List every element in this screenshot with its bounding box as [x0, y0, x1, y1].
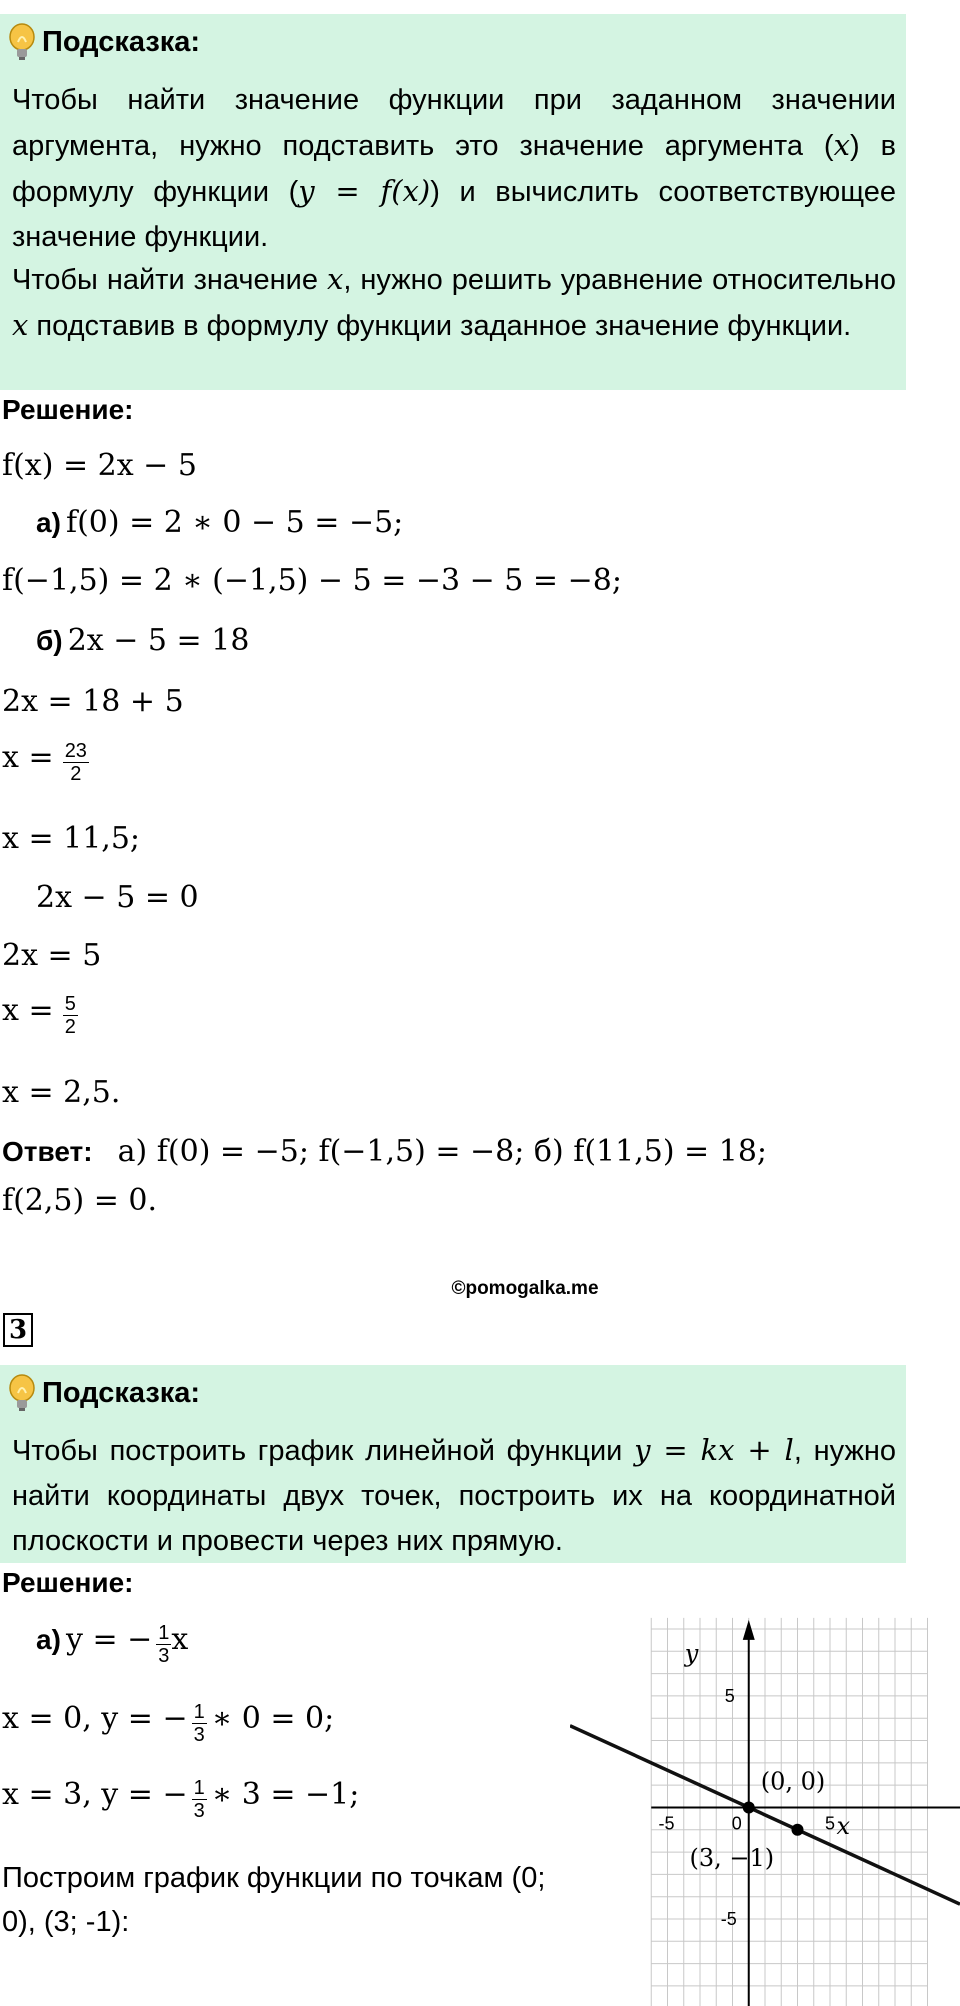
point-label: (0, 0) — [760, 1767, 826, 1796]
hint-header — [8, 22, 200, 62]
data-point — [743, 1801, 755, 1813]
answer-line: Ответ: а) f(0) = −5; f(−1,5) = −8; б) f(11,5) = 18; — [2, 1134, 768, 1169]
lightbulb-icon — [8, 22, 36, 62]
x-tick-label: 0 — [731, 1813, 742, 1834]
task-number: 3 — [3, 1313, 33, 1347]
math-line: 2x = 18 + 5 — [2, 684, 184, 719]
math-line: 2x = 5 — [2, 938, 102, 973]
answer-line-2: f(2,5) = 0. — [2, 1183, 158, 1218]
math-line-b: б) 2x − 5 = 18 — [36, 623, 250, 658]
math-line: f(−1,5) = 2 ∗ (−1,5) − 5 = −3 − 5 = −8; — [2, 563, 622, 598]
hint-header — [8, 1373, 200, 1413]
math-line: x = 2,5. — [2, 1075, 121, 1110]
copyright: ©pomogalka.me — [451, 1278, 599, 1299]
fraction: $\frac{23}{2}$ — [64, 740, 87, 785]
function-graph — [570, 1600, 960, 2006]
hint-title: Подсказка: — [42, 1376, 201, 1409]
x-tick-label: 5 — [825, 1813, 836, 1834]
hint-paragraph-1: Чтобы найти значение функции при заданном значении аргумента, нужно подставить это значение аргумента (x) в формулу функции (y = f(x)) и вычислить соответствующее значение функции. — [12, 84, 897, 253]
solution-label: Решение: — [2, 1567, 134, 1598]
fraction: $\frac{1}{3}$ — [193, 1777, 205, 1822]
math-line-fraction: x = $\frac{5}{2}$ — [2, 993, 76, 1038]
data-point — [792, 1824, 804, 1836]
hint-paragraph-2: Чтобы найти значение x, нужно решить уравнение относительно x подставив в формулу функции заданное значение функции. — [12, 262, 896, 342]
answer-label: Ответ: — [2, 1136, 93, 1167]
y-tick-label: -5 — [720, 1909, 737, 1929]
x-axis-label: x — [836, 1811, 851, 1840]
solution-label: Решение: — [2, 394, 134, 425]
math-line-a: а) f(0) = 2 ∗ 0 − 5 = −5; — [36, 505, 404, 540]
fraction: $\frac{5}{2}$ — [64, 993, 76, 1038]
math-line-fraction: x = $\frac{23}{2}$ — [2, 740, 87, 785]
hint-paragraph: Чтобы построить график линейной функции y = kx + l, нужно найти координаты двух точек, построить их на координатной плоскости и провести через них прямую. — [12, 1433, 896, 1557]
math-line: x = 11,5; — [2, 821, 141, 856]
lightbulb-icon — [8, 1373, 36, 1413]
y-axis-label: y — [684, 1639, 699, 1668]
x-tick-label: -5 — [658, 1813, 675, 1834]
math-line-fraction: x = 3, y = − $\frac{1}{3}$ ∗ 3 = −1; — [2, 1777, 360, 1822]
point-label: (3, −1) — [689, 1843, 775, 1872]
y-axis-arrow — [743, 1620, 755, 1640]
hint-box-1 — [0, 14, 906, 390]
math-line-a: а) y = − $\frac{1}{3}$ x — [36, 1622, 189, 1667]
fraction: $\frac{1}{3}$ — [158, 1622, 170, 1667]
math-line: f(x) = 2x − 5 — [2, 448, 197, 483]
construction-text: Построим график функции по точкам (0; 0), (3; -1): — [2, 1862, 546, 1938]
fraction: $\frac{1}{3}$ — [193, 1701, 205, 1746]
hint-title: Подсказка: — [42, 25, 201, 58]
math-line-fraction: x = 0, y = − $\frac{1}{3}$ ∗ 0 = 0; — [2, 1701, 335, 1746]
y-tick-label: 5 — [724, 1685, 735, 1706]
math-line: 2x − 5 = 0 — [36, 880, 199, 915]
hint-box-2 — [0, 1365, 906, 1563]
